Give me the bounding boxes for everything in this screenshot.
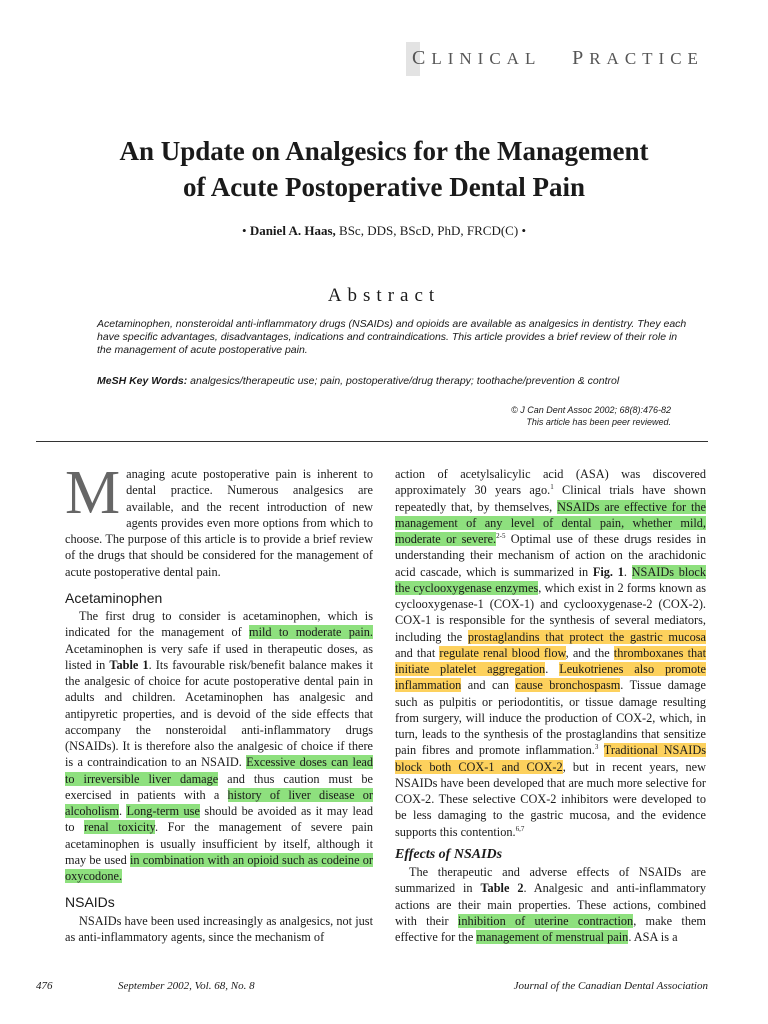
text-run: . Its favourable risk/benefit balance makes it the analgesic of choice for acute postoperative dental pain in adults and children. Acetaminophen has analgesic and antipyretic properties, and is devoid of the side effects that accompany the nonsteroidal anti-inflammatory drugs (NSAIDs). It is therefore also the analgesic of choice if there is a contraindication to an NSAID. [65, 657, 373, 770]
highlight: inhibition of uterine contraction [457, 913, 634, 928]
section-word: LINICAL [431, 49, 542, 68]
drop-cap: M [65, 459, 121, 527]
journal-name: Journal of the Canadian Dental Association [513, 980, 708, 992]
highlight: NSAIDs are effective for the management of any level of dental pain, whether mild, moderate or severe. [395, 499, 706, 546]
effects-paragraph [395, 864, 706, 945]
text-run: and that [395, 645, 440, 660]
text-run: . For the management of severe pain acetaminophen is usually insufficient by itself, although it may be used [65, 820, 374, 867]
text-run: . [623, 564, 632, 579]
left-column [65, 459, 374, 945]
highlight: NSAIDs block the cyclooxygenase enzymes [395, 564, 707, 595]
heading-effects-of-nsaids: Effects of NSAIDs [395, 846, 503, 862]
text-run: The therapeutic and adverse effects of NSAIDs are summarized in [395, 865, 706, 896]
heading-acetaminophen: Acetaminophen [65, 589, 163, 606]
table-reference-link[interactable]: Table 1 [109, 657, 149, 672]
section-label [412, 47, 704, 70]
citation-line: © J Can Dent Assoc 2002; 68(8):476-82 [511, 405, 671, 415]
text-run: , which exist in 2 forms known as cyclooxygenase-1 (COX-1) and cyclooxygenase-2 (COX-2). COX-1 is responsible for the synthesis of several mediators, including the [395, 580, 706, 644]
intro-paragraph [65, 459, 373, 580]
issue-date: September 2002, Vol. 68, No. 8 [118, 980, 255, 992]
section-initial: C [412, 47, 432, 69]
bullet: • [521, 223, 526, 238]
author-byline [60, 223, 708, 239]
section-initial-2: P [572, 47, 590, 69]
divider [36, 441, 708, 442]
text-run: . Tissue damage such as pulpitis or periodontitis, or tissue damage resulting from surgery, will induce the production of COX-2, which, in turn, leads to the synthesis of the prostaglandins that sensitize pain fibres and promote inflammation. [395, 678, 706, 758]
abstract-heading: Abstract [327, 285, 441, 306]
section-word-2: RACTICE [589, 49, 704, 68]
text-run: , make them effective for the [395, 913, 706, 944]
highlight: management of menstrual pain [476, 930, 629, 944]
bullet: • [242, 223, 247, 238]
text-run: The first drug to consider is acetaminophen, which is indicated for the management of [65, 609, 373, 640]
author-credentials: BSc, DDS, BScD, PhD, FRCD(C) [339, 223, 519, 238]
abstract-text: Acetaminophen, nonsteroidal anti-inflammatory drugs (NSAIDs) and opioids are available as analgesics in dentistry. They each have specific advantages, disadvantages, indications and contraindications. This article provides a brief review of their role in the management of acute postoperative pain. [97, 318, 687, 356]
mesh-keywords [97, 375, 697, 387]
highlight: Excessive doses can lead to irreversible liver damage [65, 755, 374, 786]
highlight: cause bronchospasm [515, 678, 621, 693]
table-reference-link[interactable]: Table 2 [480, 881, 524, 896]
peer-review-note: This article has been peer reviewed. [526, 417, 671, 427]
citation [511, 404, 671, 428]
highlight: mild to moderate pain. [249, 625, 374, 640]
text-run: . [545, 662, 560, 676]
reference-superscript[interactable]: 3 [594, 743, 599, 752]
text-run [598, 743, 603, 757]
figure-reference-link[interactable]: Fig. 1 [592, 564, 624, 579]
article-title [60, 133, 708, 205]
text-run: . [118, 804, 127, 818]
highlight: regulate renal blood flow [439, 645, 566, 660]
page-number: 476 [36, 980, 53, 992]
reference-superscript[interactable]: 1 [550, 483, 554, 492]
highlight: Traditional NSAIDs block both COX-1 and COX-2 [395, 743, 706, 774]
highlight: prostaglandins that protect the gastric mucosa [467, 629, 706, 644]
mechanism-paragraph [395, 466, 706, 840]
text-run: . Analgesic and anti-inflammatory actions are their main properties. These actions, combined with their [395, 881, 706, 928]
highlight: Leukotrienes also promote inflammation [395, 662, 706, 693]
mesh-label: MeSH Key Words: [97, 375, 188, 387]
intro-text: anaging acute postoperative pain is inherent to dental practice. Numerous analgesics are available, and the recent introduction of new agents provides even more options from which to choose. The purpose of this article is to provide a brief review of the drugs that should be considered for the management of acute postoperative dental pain. [65, 467, 373, 579]
right-column [395, 466, 706, 945]
text-run: . ASA is a [628, 930, 678, 944]
highlight: renal toxicity [84, 820, 155, 835]
highlight: thromboxanes that initiate platelet aggregation [395, 645, 707, 676]
heading-nsaids: NSAIDs [65, 894, 115, 911]
title-line-1: An Update on Analgesics for the Management [119, 136, 649, 166]
mesh-text: analgesics/therapeutic use; pain, postoperative/drug therapy; toothache/prevention & control [190, 375, 620, 387]
reference-superscript[interactable]: 2-5 [496, 531, 506, 540]
text-run: action of acetylsalicylic acid (ASA) was discovered approximately 30 years ago. [395, 467, 706, 498]
text-run: should be avoided as it may lead to [65, 804, 373, 835]
text-run: Acetaminophen is very safe if used in therapeutic doses, as listed in [65, 641, 373, 672]
reference-superscript[interactable]: 6,7 [515, 824, 525, 833]
text-run: , and the [565, 645, 614, 660]
text-run: Clinical trials have shown repeatedly that, by themselves, [395, 483, 706, 514]
text-run: , but in recent years, new NSAIDs have been developed that are much more selective for COX-2. These selective COX-2 inhibitors were developed to be less damaging to the gastric mucosa, and the evidence supports this contention. [395, 759, 706, 839]
highlight: in combination with an opioid such as codeine or oxycodone. [65, 852, 373, 883]
highlight: history of liver disease or alcoholism [65, 787, 373, 818]
nsaids-paragraph: NSAIDs have been used increasingly as analgesics, not just as anti-inflammatory agents, since the mechanism of [65, 913, 373, 944]
highlight: Long-term use [126, 804, 200, 818]
text-run: and thus caution must be exercised in patients with a [65, 771, 373, 802]
acetaminophen-paragraph [65, 608, 373, 884]
title-line-2: of Acute Postoperative Dental Pain [183, 172, 585, 202]
text-run: and can [461, 678, 516, 693]
text-run: Optimal use of these drugs resides in understanding their mechanism of action on the arachidonic acid cascade, which is summarized in [395, 532, 706, 579]
author-name: Daniel A. Haas, [249, 223, 336, 238]
